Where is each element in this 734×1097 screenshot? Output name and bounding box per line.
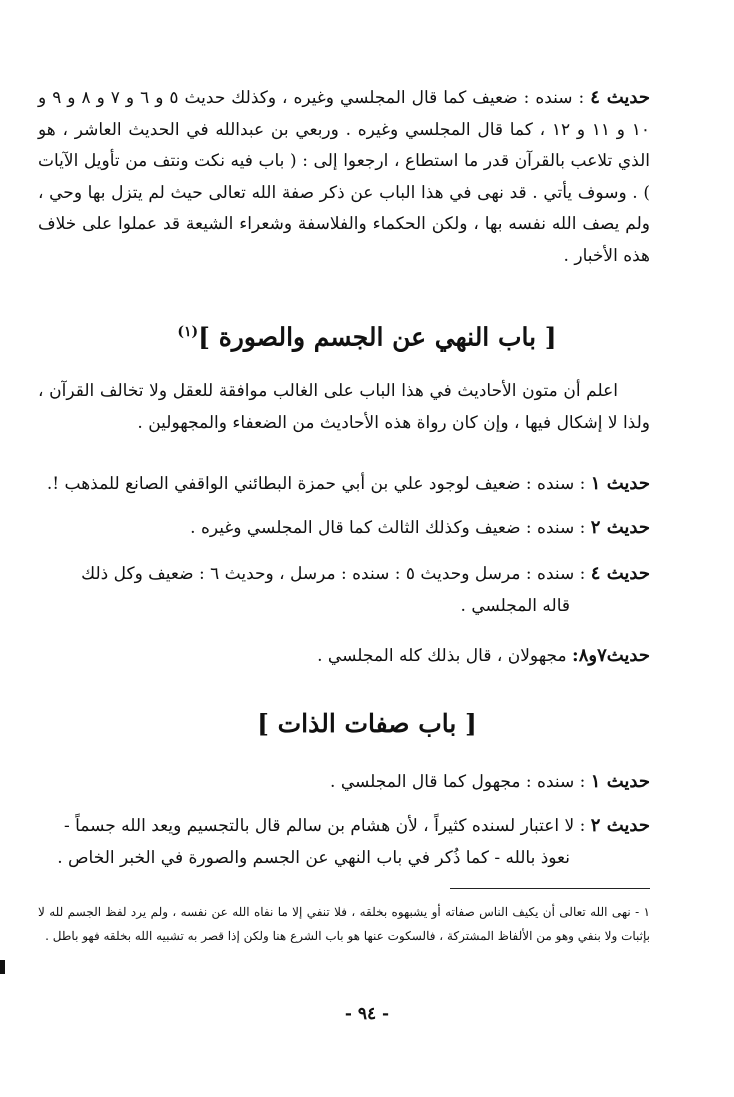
hadith-4-5-6-entry [38,558,650,622]
hadith-label: حديث ٤ [590,563,650,584]
hadith-first-line [38,558,650,591]
hadith-4-entry [38,82,650,272]
hadith-7-8-entry [38,640,650,673]
scan-edge-mark [0,960,5,974]
hadith-label: حديث٧و٨: [572,645,650,666]
footnote-separator [450,888,650,889]
hadith-text: مجهولان ، قال بذلك كله المجلسي . [317,646,567,666]
hadith-first-line [38,810,650,843]
section-intro-paragraph: اعلم أن متون الأحاديث في هذا الباب على الغالب موافقة للعقل ولا تخالف القرآن ، ولذا لا إشكال فيها ، وإن كان رواة هذه الأحاديث من الضعفاء والمجهولين . [38,381,650,433]
hadith-text: : سنده : مرسل وحديث ٥ : سنده : مرسل ، وحديث ٦ : ضعيف وكل ذلك [81,564,586,584]
hadith-label: حديث ١ [590,771,650,792]
section-heading-body-and-form [0,314,734,355]
footnote: ١ - نهى الله تعالى أن يكيف الناس صفاته أو يشبهوه بخلقه ، فلا تنفي إلا ما نفاه الله عن نفسه ، ولم يرد لفظ الجسم لله لا بإثبات ولا بنفي وهو من الألفاظ المشتركة ، فالسكوت عنها هو باب الشرع هنا ولكن إذا قصر به تشبيه الله بخلقه فهو باطل . [38,905,650,943]
section-heading-attributes-of-essence [0,706,734,742]
footnote-marker: (١) [177,324,199,340]
hadith-text: : سنده : مجهول كما قال المجلسي . [330,772,586,792]
hadith-2-entry [38,512,650,545]
section-title: [ باب صفات الذات ] [257,709,477,738]
hadith-2-entry-section2 [38,810,650,874]
section-title: [ باب النهي عن الجسم والصورة ] [198,322,557,352]
hadith-label: حديث ١ [590,473,650,494]
hadith-1-entry [38,468,650,501]
hadith-text: : سنده : ضعيف وكذلك الثالث كما قال المجلسي وغيره . [190,518,586,538]
hadith-text: : لا اعتبار لسنده كثيراً ، لأن هشام بن سالم قال بالتجسيم ويعد الله جسماً - [63,816,586,836]
hadith-1-entry-section2 [38,766,650,799]
hadith-label: حديث ٤ [590,87,650,108]
hadith-continuation: نعوذ بالله - كما ذُكر في باب النهي عن الجسم والصورة في الخبر الخاص . [57,847,570,868]
hadith-label: حديث ٢ [590,517,650,538]
hadith-text: : سنده : ضعيف كما قال المجلسي وغيره ، وكذلك حديث ٥ و ٦ و ٧ و ٨ و ٩ و ١٠ و ١١ و ١٢ ، كما قال المجلسي وغيره . وربعي بن عبدالله في الحديث العاشر ، هو الذي تلاعب بالقرآن قدر ما استطاع ، ارجعوا إلى : ( باب فيه نكت ونتف من تأويل الآيات ) . وسوف يأتي . قد نهى في هذا الباب عن ذكر صفة الله تعالى حيث لم يتزل بها وحي ، ولم يصف الله نفسه بها ، ولكن الحكماء والفلاسفة وشعراء الشيعة قد عملوا على خلاف هذه الأخبار . [38,88,650,266]
hadith-label: حديث ٢ [590,815,650,836]
hadith-text: : سنده : ضعيف لوجود علي بن أبي حمزة البطائني الواقفي الصانع للمذهب !. [46,474,586,494]
page-number: - ٩٤ - [344,1004,390,1024]
hadith-continuation: قاله المجلسي . [460,595,570,616]
